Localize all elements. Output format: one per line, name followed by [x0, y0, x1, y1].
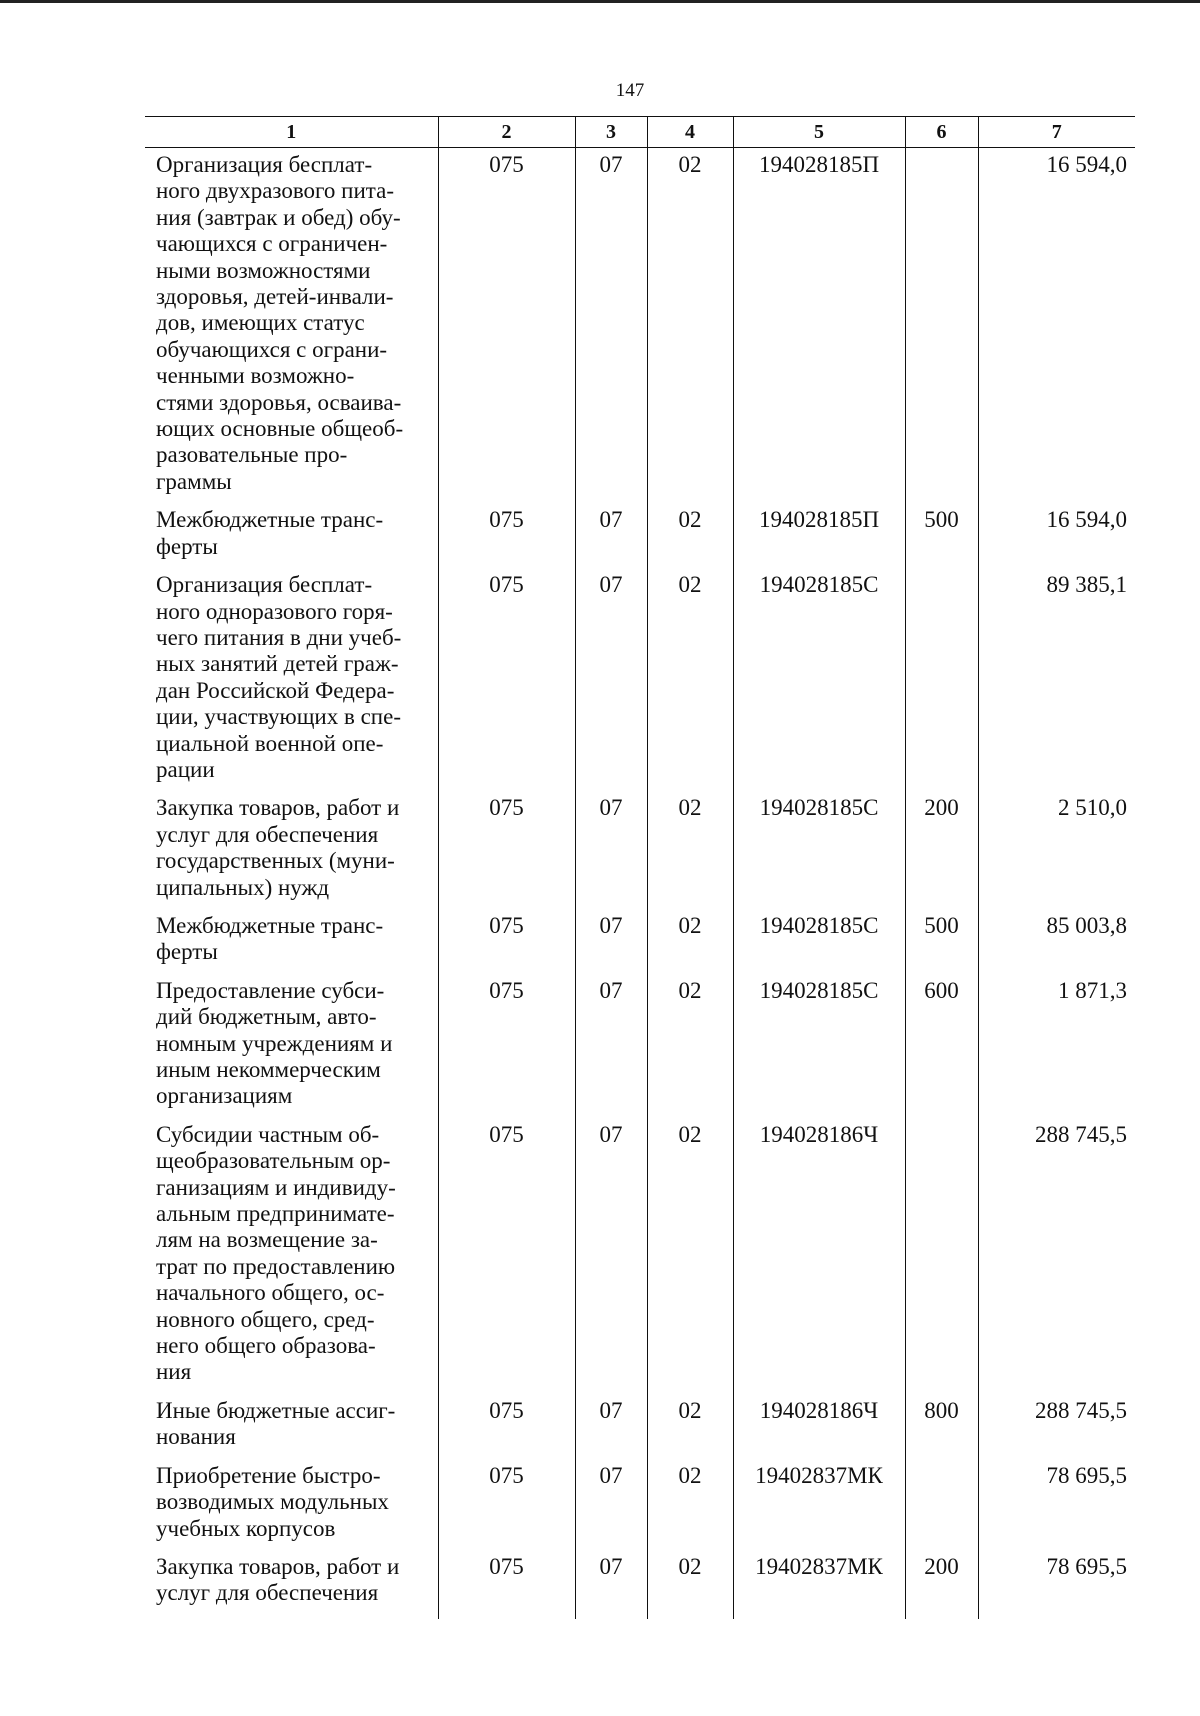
cell-section: 07 — [575, 1463, 647, 1554]
name-line: Закупка товаров, работ и — [156, 1553, 400, 1579]
name-line: Предоставление субси- — [156, 977, 385, 1003]
name-line: дан Российской Федера- — [156, 677, 395, 703]
table-row — [145, 913, 1135, 978]
cell-section: 07 — [575, 1554, 647, 1619]
cell-amount: 78 695,5 — [978, 1463, 1135, 1554]
name-line: щеобразовательным ор- — [156, 1148, 391, 1174]
table-row — [145, 507, 1135, 572]
cell-name — [145, 795, 438, 913]
name-line: циальной военной опе- — [156, 730, 384, 756]
name-line: государственных (муни- — [156, 848, 395, 874]
cell-amount: 16 594,0 — [978, 507, 1135, 572]
header-col-1: 1 — [145, 117, 438, 148]
cell-ministry-code: 075 — [438, 978, 575, 1122]
cell-amount: 288 745,5 — [978, 1122, 1135, 1398]
cell-expense-type — [905, 572, 978, 795]
cell-section: 07 — [575, 1398, 647, 1463]
cell-section: 07 — [575, 572, 647, 795]
name-line: дов, имеющих статус — [156, 310, 365, 336]
name-line: рации — [156, 756, 215, 782]
name-line: ченными возможно- — [156, 363, 355, 389]
cell-subsection: 02 — [647, 1463, 733, 1554]
cell-expense-type: 500 — [905, 913, 978, 978]
cell-name — [145, 1122, 438, 1398]
name-line: Приобретение быстро- — [156, 1462, 381, 1488]
cell-target-article: 194028186Ч — [733, 1122, 905, 1398]
budget-table — [145, 116, 1135, 1619]
cell-amount: 85 003,8 — [978, 913, 1135, 978]
header-col-6: 6 — [905, 117, 978, 148]
header-col-7: 7 — [978, 117, 1135, 148]
name-line: возводимых модульных — [156, 1489, 389, 1515]
cell-expense-type — [905, 1122, 978, 1398]
cell-amount: 16 594,0 — [978, 148, 1135, 508]
cell-name — [145, 1554, 438, 1619]
name-line: ферты — [156, 939, 218, 965]
table-row — [145, 1554, 1135, 1619]
name-line: лям на возмещение за- — [156, 1227, 378, 1253]
cell-ministry-code: 075 — [438, 572, 575, 795]
cell-target-article: 19402837МК — [733, 1554, 905, 1619]
cell-subsection: 02 — [647, 913, 733, 978]
table-header-row — [145, 117, 1135, 148]
name-line: обучающихся с ограни- — [156, 336, 388, 362]
scan-top-edge — [0, 0, 1200, 3]
cell-ministry-code: 075 — [438, 1463, 575, 1554]
table-row — [145, 1463, 1135, 1554]
table-row — [145, 1398, 1135, 1463]
cell-amount: 288 745,5 — [978, 1398, 1135, 1463]
cell-section: 07 — [575, 913, 647, 978]
cell-amount: 2 510,0 — [978, 795, 1135, 913]
table-row — [145, 1122, 1135, 1398]
table-row — [145, 148, 1135, 508]
header-col-2: 2 — [438, 117, 575, 148]
name-line: ного двухразового пита- — [156, 178, 394, 204]
cell-section: 07 — [575, 148, 647, 508]
name-line: Закупка товаров, работ и — [156, 795, 400, 821]
name-line: иным некоммерческим — [156, 1057, 381, 1082]
table-body — [145, 148, 1135, 1619]
cell-expense-type: 200 — [905, 1554, 978, 1619]
name-line: ния (завтрак и обед) обу- — [156, 204, 401, 230]
cell-target-article: 194028185П — [733, 148, 905, 508]
name-line: разовательные про- — [156, 442, 348, 468]
name-line: ферты — [156, 533, 218, 559]
name-line: организациям — [156, 1083, 293, 1109]
name-line: Межбюджетные транс- — [156, 912, 384, 938]
cell-ministry-code: 075 — [438, 913, 575, 978]
cell-name — [145, 978, 438, 1122]
cell-subsection: 02 — [647, 148, 733, 508]
name-line: граммы — [156, 468, 232, 494]
cell-section: 07 — [575, 1122, 647, 1398]
cell-expense-type — [905, 148, 978, 508]
table-row — [145, 572, 1135, 795]
cell-ministry-code: 075 — [438, 507, 575, 572]
name-line: Организация бесплат- — [156, 572, 373, 598]
name-line: альным предпринимате- — [156, 1201, 395, 1227]
cell-name — [145, 913, 438, 978]
header-col-5: 5 — [733, 117, 905, 148]
name-line: услуг для обеспечения — [156, 821, 379, 847]
cell-name — [145, 507, 438, 572]
cell-expense-type: 600 — [905, 978, 978, 1122]
name-line: ции, участвующих в спе- — [156, 704, 401, 730]
cell-expense-type: 200 — [905, 795, 978, 913]
cell-target-article: 19402837МК — [733, 1463, 905, 1554]
cell-target-article: 194028185С — [733, 572, 905, 795]
cell-section: 07 — [575, 795, 647, 913]
cell-amount: 89 385,1 — [978, 572, 1135, 795]
name-line: чего питания в дни учеб- — [156, 624, 402, 650]
cell-target-article: 194028185С — [733, 913, 905, 978]
cell-target-article: 194028186Ч — [733, 1398, 905, 1463]
name-line: Организация бесплат- — [156, 152, 373, 177]
header-col-4: 4 — [647, 117, 733, 148]
name-line: номным учреждениям и — [156, 1030, 393, 1056]
cell-subsection: 02 — [647, 572, 733, 795]
name-line: трат по предоставлению — [156, 1253, 396, 1279]
cell-ministry-code: 075 — [438, 1554, 575, 1619]
name-line: него общего образова- — [156, 1333, 376, 1359]
name-line: ными возможностями — [156, 257, 371, 283]
name-line: ципальных) нужд — [156, 874, 330, 900]
cell-subsection: 02 — [647, 1122, 733, 1398]
name-line: Иные бюджетные ассиг- — [156, 1397, 396, 1423]
cell-expense-type — [905, 1463, 978, 1554]
cell-subsection: 02 — [647, 795, 733, 913]
name-line: ганизациям и индивиду- — [156, 1174, 396, 1200]
cell-subsection: 02 — [647, 507, 733, 572]
cell-subsection: 02 — [647, 1398, 733, 1463]
name-line: Межбюджетные транс- — [156, 507, 384, 533]
cell-ministry-code: 075 — [438, 148, 575, 508]
name-line: новного общего, сред- — [156, 1306, 375, 1332]
cell-subsection: 02 — [647, 978, 733, 1122]
cell-amount: 78 695,5 — [978, 1554, 1135, 1619]
name-line: начального общего, ос- — [156, 1280, 385, 1306]
cell-name — [145, 572, 438, 795]
cell-subsection: 02 — [647, 1554, 733, 1619]
header-col-3: 3 — [575, 117, 647, 148]
cell-target-article: 194028185С — [733, 795, 905, 913]
name-line: ного одноразового горя- — [156, 598, 393, 624]
cell-section: 07 — [575, 507, 647, 572]
cell-ministry-code: 075 — [438, 795, 575, 913]
name-line: дий бюджетным, авто- — [156, 1004, 377, 1030]
name-line: нования — [156, 1424, 236, 1450]
cell-ministry-code: 075 — [438, 1122, 575, 1398]
table-row — [145, 795, 1135, 913]
name-line: учебных корпусов — [156, 1515, 336, 1541]
name-line: ющих основные общеоб- — [156, 416, 404, 442]
name-line: ных занятий детей граж- — [156, 651, 399, 677]
cell-section: 07 — [575, 978, 647, 1122]
name-line: чающихся с ограничен- — [156, 231, 388, 257]
cell-amount: 1 871,3 — [978, 978, 1135, 1122]
cell-name — [145, 148, 438, 508]
cell-target-article: 194028185П — [733, 507, 905, 572]
cell-expense-type: 500 — [905, 507, 978, 572]
name-line: Субсидии частным об- — [156, 1121, 380, 1147]
cell-name — [145, 1398, 438, 1463]
name-line: здоровья, детей-инвали- — [156, 284, 394, 310]
name-line: услуг для обеспечения — [156, 1580, 379, 1606]
cell-ministry-code: 075 — [438, 1398, 575, 1463]
cell-name — [145, 1463, 438, 1554]
cell-target-article: 194028185С — [733, 978, 905, 1122]
name-line: ния — [156, 1359, 192, 1385]
page-number: 147 — [615, 80, 645, 101]
cell-expense-type: 800 — [905, 1398, 978, 1463]
table-row — [145, 978, 1135, 1122]
name-line: стями здоровья, осваива- — [156, 389, 402, 415]
